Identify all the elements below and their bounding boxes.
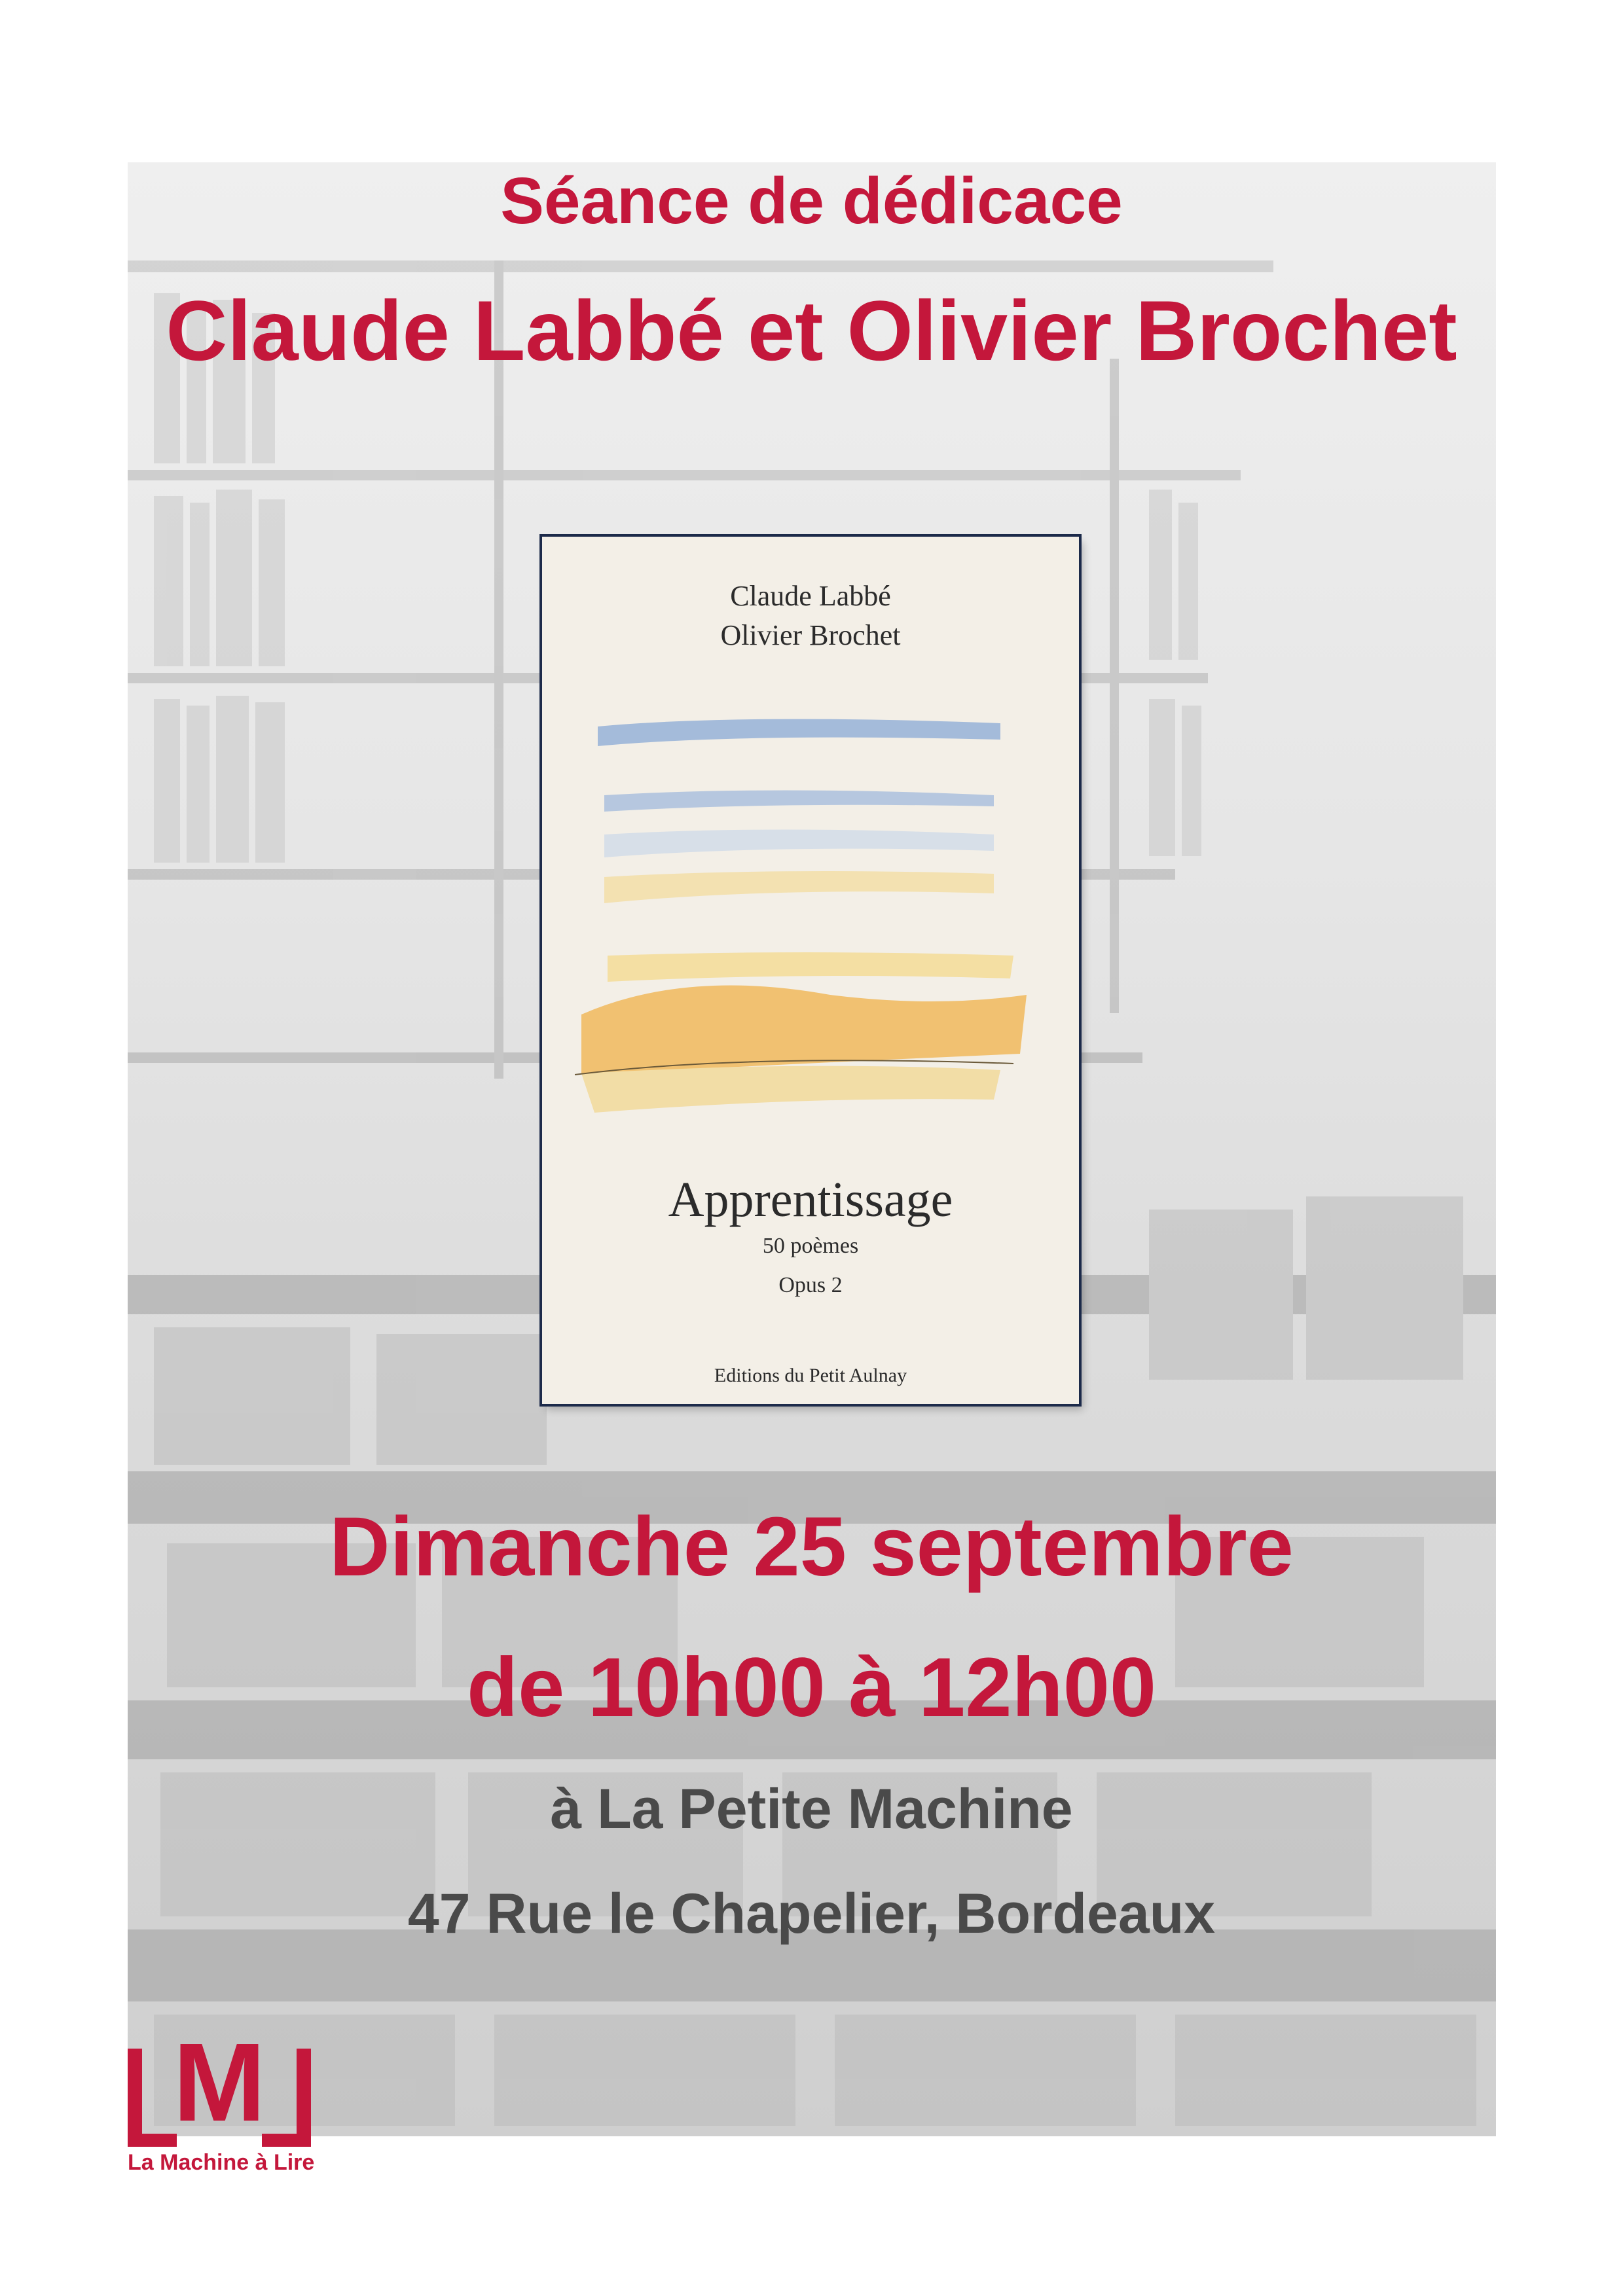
cover-subtitle: 50 poèmes [762, 1234, 859, 1258]
authors-heading: Claude Labbé et Olivier Brochet [166, 283, 1457, 378]
logo-letter: M [173, 2022, 266, 2145]
cover-author-1: Claude Labbé [730, 580, 891, 612]
event-address: 47 Rue le Chapelier, Bordeaux [407, 1882, 1216, 1945]
la-machine-a-lire-logo [128, 2022, 311, 2153]
cover-publisher: Editions du Petit Aulnay [714, 1365, 907, 1386]
event-venue: à La Petite Machine [550, 1778, 1073, 1840]
cover-author-2: Olivier Brochet [720, 619, 901, 651]
cover-volume: Opus 2 [778, 1273, 843, 1297]
event-time: de 10h00 à 12h00 [466, 1641, 1157, 1734]
event-date: Dimanche 25 septembre [329, 1500, 1294, 1594]
book-cover [542, 537, 1079, 1404]
cover-title: Apprentissage [668, 1172, 953, 1227]
event-heading: Séance de dédicace [500, 164, 1123, 238]
logo-name: La Machine à Lire [128, 2150, 315, 2175]
